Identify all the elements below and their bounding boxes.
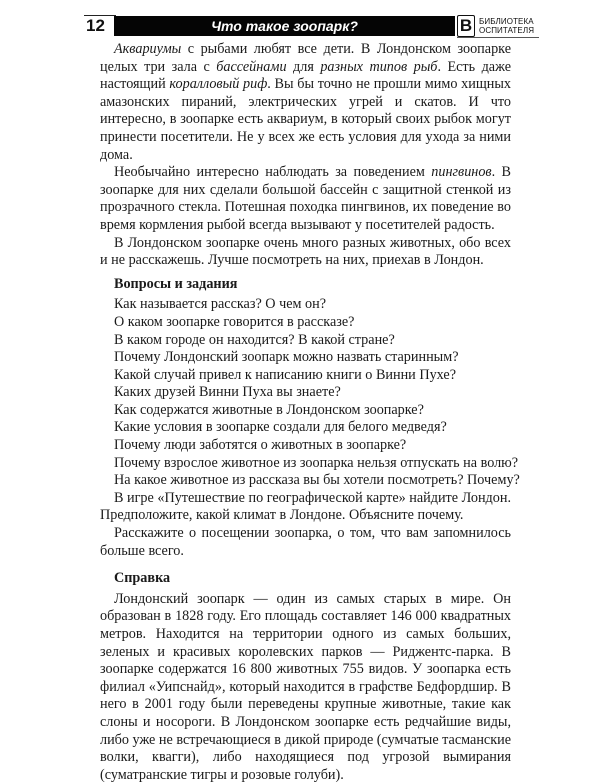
- task-story: Расскажите о посещении зоопарка, о том, что вам запомнилось больше всего.: [100, 525, 511, 559]
- page-number: 12: [86, 16, 105, 35]
- paragraph-conclusion: В Лондонском зоопарке очень много разных животных, обо всех и не расскажешь. Лучше посмотреть на них, приехав в Лондон.: [100, 234, 511, 269]
- emphasis: Аквариумы: [114, 41, 182, 57]
- question-item: Почему Лондонский зоопарк можно назвать старинным?: [114, 349, 459, 366]
- text: . Есть даже настоящий: [100, 58, 511, 93]
- series-logo: [457, 14, 539, 38]
- question-item: Как называется рассказ? О чем он?: [114, 296, 327, 313]
- text: . В зоопарке для них сделали большой бассейн с защитной стенкой из прозрачного стекла. Потешная походка пингвинов, их поведение во время кормления рыбой всегда вызывают у посетителей радость.: [100, 164, 511, 233]
- question-item: В каком городе он находится? В какой стране?: [114, 331, 395, 348]
- question-item: Как содержатся животные в Лондонском зоопарке?: [114, 401, 424, 418]
- question-item: На какое животное из рассказа вы бы хотели посмотреть? Почему?: [114, 472, 520, 489]
- logo-line-2: ОСПИТАТЕЛЯ: [479, 26, 535, 35]
- reference-heading: Справка: [114, 570, 171, 587]
- question-item: Почему люди заботятся о животных в зоопарке?: [114, 437, 407, 454]
- chapter-title: Что такое зоопарк?: [114, 16, 455, 36]
- emphasis: пингвинов: [431, 164, 492, 181]
- paragraph-aquariums: [100, 41, 511, 164]
- task-map: В игре «Путешествие по географической карте» найдите Лондон. Предположите, какой климат в Лондоне. Объясните почему.: [100, 489, 511, 524]
- page-header: [84, 13, 539, 35]
- page-content: [100, 41, 520, 784]
- logo-rule: [457, 37, 539, 38]
- logo-letter-icon: В: [457, 15, 475, 37]
- reference-text: Лондонский зоопарк — один из самых старых в мире. Он образован в 1828 году. Его площадь составляет 146 000 квадратных метров. Находится на территории одного из самых больших, зеленых и красивых королевских парков — Риджентс-парка. В зоопарке содержатся 16 800 животных 755 видов. У зоопарка есть филиал «Уипснайд», который находится в графстве Бедфордшир. В него в 2001 году были переведены крупные животные, такие как слоны и носороги. В Лондонском зоопарке есть редчайшие виды, либо уже не встречающиеся в дикой природе (сумчатые тасманские волки, квагги), либо находящиеся под угрозой вымирания (суматранские тигры и розовые голуби).: [100, 590, 511, 783]
- text: с рыбами любят все дети. В Лондонском зоопарке целых три зала с: [100, 41, 511, 75]
- question-item: Какие условия в зоопарке создали для белого медведя?: [114, 419, 447, 436]
- logo-text: [479, 17, 534, 35]
- question-item: Какой случай привел к написанию книги о Винни Пухе?: [114, 366, 456, 383]
- text: Необычайно интересно наблюдать за поведением: [114, 164, 432, 181]
- question-item: О каком зоопарке говорится в рассказе?: [114, 313, 355, 330]
- emphasis: коралловый риф: [169, 76, 268, 93]
- question-item: Каких друзей Винни Пуха вы знаете?: [114, 384, 341, 401]
- emphasis: разных типов рыб: [320, 58, 438, 75]
- logo-line-1: БИБЛИОТЕКА: [479, 17, 534, 26]
- question-item: Почему взрослое животное из зоопарка нельзя отпускать на волю?: [114, 454, 519, 471]
- paragraph-penguins: [100, 164, 511, 234]
- emphasis: бассейнами: [216, 58, 287, 75]
- text: . Вы бы точно не прошли мимо хищных амазонских пираний, электрических угрей и скатов. И что интересно, в зоопарке есть аквариум, в который своих рыбок могут принести посетители. Не у всех же есть условия для ухода за ними дома.: [100, 76, 512, 163]
- questions-heading: Вопросы и задания: [114, 275, 238, 292]
- text: для: [286, 58, 321, 75]
